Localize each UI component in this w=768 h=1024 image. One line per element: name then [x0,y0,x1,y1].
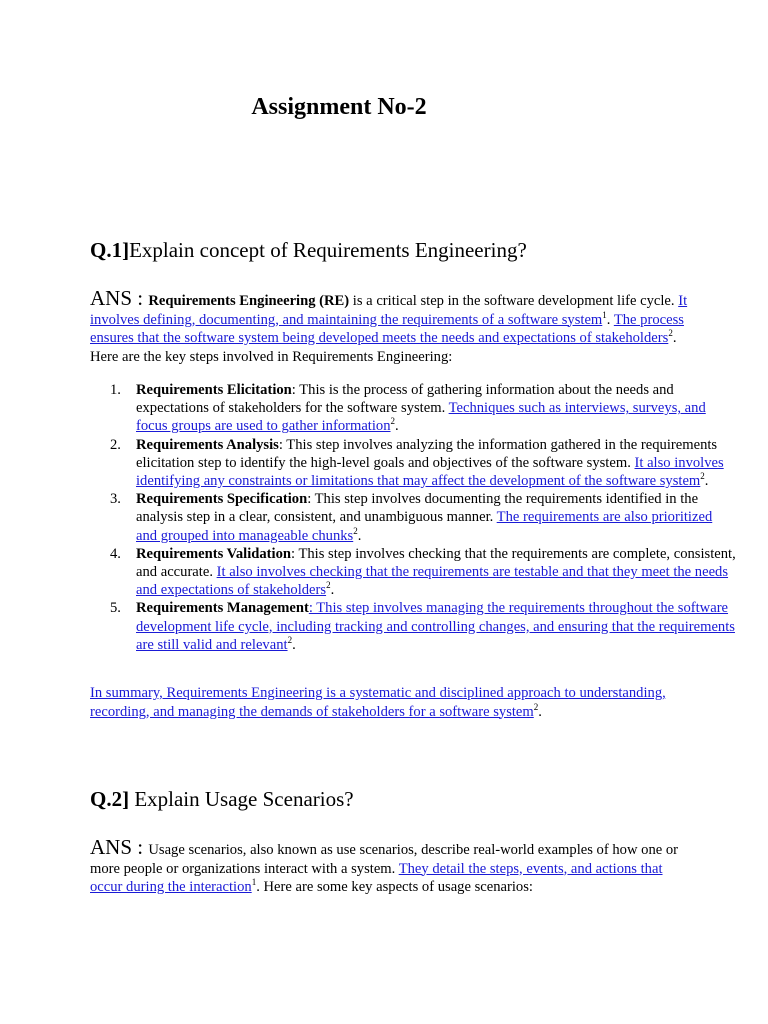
page-title: Assignment No-2 [251,94,427,120]
summary-paragraph [90,684,690,721]
answer-1-sup-1: 1 [602,309,607,320]
step-link[interactable]: The requirements are also prioritized and grouped into manageable chunks [136,509,713,544]
step-term: Requirements Management [136,600,309,617]
question-2-heading [90,787,354,812]
step-text: : This is the process of gathering information about the needs and expectations of stakeholders for the software system. [136,382,674,417]
answer-2-label: ANS : [90,835,149,859]
step-link[interactable]: It also involves identifying any constraints or limitations that may affect the development of the software system [136,454,724,490]
answer-1-link-2[interactable]: The process ensures that the software system being developed meets the needs and expectations of stakeholders [90,311,684,346]
step-number: 4. [110,545,121,562]
question-1-text: Explain concept of Requirements Engineering? [129,238,527,262]
question-2-text: Explain Usage Scenarios? [129,787,354,811]
answer-2-paragraph [90,835,690,897]
question-2-label: Q.2] [90,787,130,811]
list-item [110,436,736,491]
steps-list [90,381,736,654]
step-end: . [292,636,296,653]
answer-1-sep: . [606,311,614,328]
list-item [110,381,736,436]
answer-1-sup-2: 2 [668,328,673,339]
list-item [110,599,736,654]
step-sup: 2 [287,634,293,645]
answer-1-intro [90,286,690,366]
step-term: Requirements Analysis [136,436,279,453]
step-end: . [395,418,399,435]
list-item [110,490,736,545]
step-term: Requirements Specification [136,491,308,508]
step-number: 1. [110,382,121,398]
answer-1-tail: . Here are the key steps involved in Requirements Engineering: [90,330,677,365]
step-term: Requirements Elicitation [136,382,292,398]
step-number: 3. [110,491,121,508]
answer-1-label: ANS : [90,286,149,310]
list-item [110,545,736,600]
step-text: : This step involves documenting the requirements identified in the analysis step in a clear, consistent, and unambiguous manner. [136,491,699,526]
step-text: : This step involves checking that the requirements are complete, consistent, and accurate. [136,545,736,581]
answer-1-term: Requirements Engineering (RE) [148,293,350,309]
answer-2-link[interactable]: They detail the steps, events, and actions that occur during the interaction [90,860,663,895]
answer-1-link-1[interactable]: It involves defining, documenting, and maintaining the requirements of a software system [90,293,688,328]
answer-1-text: is a critical step in the software development life cycle. [349,293,679,309]
summary-sup: 2 [533,701,539,712]
step-link[interactable]: Techniques such as interviews, surveys, and focus groups are used to gather information [136,400,706,435]
step-sup: 2 [390,416,396,427]
step-text: : This step involves analyzing the information gathered in the requirements elicitation step to identify the high-level goals and objectives of the software system. [136,436,718,471]
step-end: . [357,527,362,544]
step-end: . [704,473,709,490]
question-1-heading [90,238,527,263]
summary-link[interactable]: In summary, Requirements Engineering is a systematic and disciplined approach to understanding, recording, and managing the demands of stakeholders for a software system [90,685,666,720]
step-sup: 2 [353,525,358,536]
step-link[interactable]: : This step involves managing the requirements throughout the software development life cycle, including tracking and controlling changes, and ensuring that the requirements are still valid and relevant [136,600,735,653]
answer-2-text: Usage scenarios, also known as use scenarios, describe real-world examples of how one or more people or organizations interact with a system. [90,842,679,877]
step-end: . [330,582,335,599]
step-sup: 2 [700,471,705,482]
step-sup: 2 [326,580,331,591]
question-1-label: Q.1] [90,238,130,262]
step-number: 5. [110,600,121,617]
summary-end: . [538,703,542,720]
step-number: 2. [110,436,121,453]
step-link[interactable]: It also involves checking that the requirements are testable and that they meet the needs and expectations of stakeholders [136,564,729,599]
step-term: Requirements Validation [136,545,292,562]
answer-2-sup: 1 [251,877,257,888]
answer-2-tail: . Here are some key aspects of usage scenarios: [256,879,533,895]
